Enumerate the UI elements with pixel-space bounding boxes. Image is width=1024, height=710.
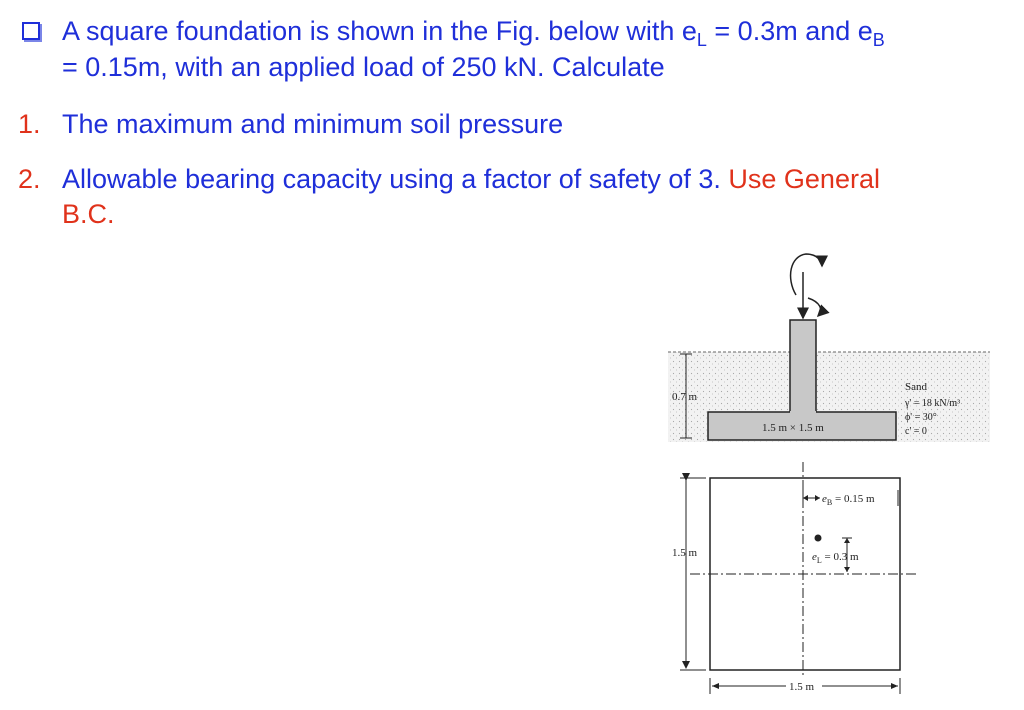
item-1-text: The maximum and minimum soil pressure <box>62 109 564 139</box>
bottom-label: 1.5 m <box>789 681 815 693</box>
soil-phi: ϕ' = 30° <box>905 412 937 423</box>
soil-cohesion: c' = 0 <box>905 426 927 437</box>
depth-label: 0.7 m <box>672 391 698 403</box>
moment-arrow-bottom-icon <box>808 298 821 316</box>
column-footing-joint <box>790 411 816 414</box>
sub-b: B <box>872 30 885 50</box>
item-2-highlight: Use General <box>728 164 880 194</box>
item-2-text: Allowable bearing capacity using a factor of safety of 3. <box>62 164 729 194</box>
item-2-continuation: B.C. <box>62 199 115 229</box>
eb-label: $e_B = 0.15$ m <box>822 493 875 507</box>
item-2-number: 2. <box>18 164 41 194</box>
soil-title: Sand <box>905 381 927 393</box>
intro-text-b: = 0.3m and e <box>706 16 873 46</box>
el-label: $e_L = 0.3$ m <box>812 551 859 565</box>
sub-l: L <box>696 30 707 50</box>
item-1-number: 1. <box>18 109 41 139</box>
load-point <box>815 535 822 542</box>
footing-size-label: 1.5 m × 1.5 m <box>762 422 824 434</box>
moment-arrow-top-icon <box>791 254 822 295</box>
intro-text-a: A square foundation is shown in the Fig. below with e <box>62 16 697 46</box>
problem-intro-line2: = 0.15m, with an applied load of 250 kN. Calculate <box>62 52 665 82</box>
column <box>790 320 816 412</box>
side-label: 1.5 m <box>672 547 698 559</box>
soil-gamma: γ' = 18 kN/m³ <box>905 398 961 409</box>
